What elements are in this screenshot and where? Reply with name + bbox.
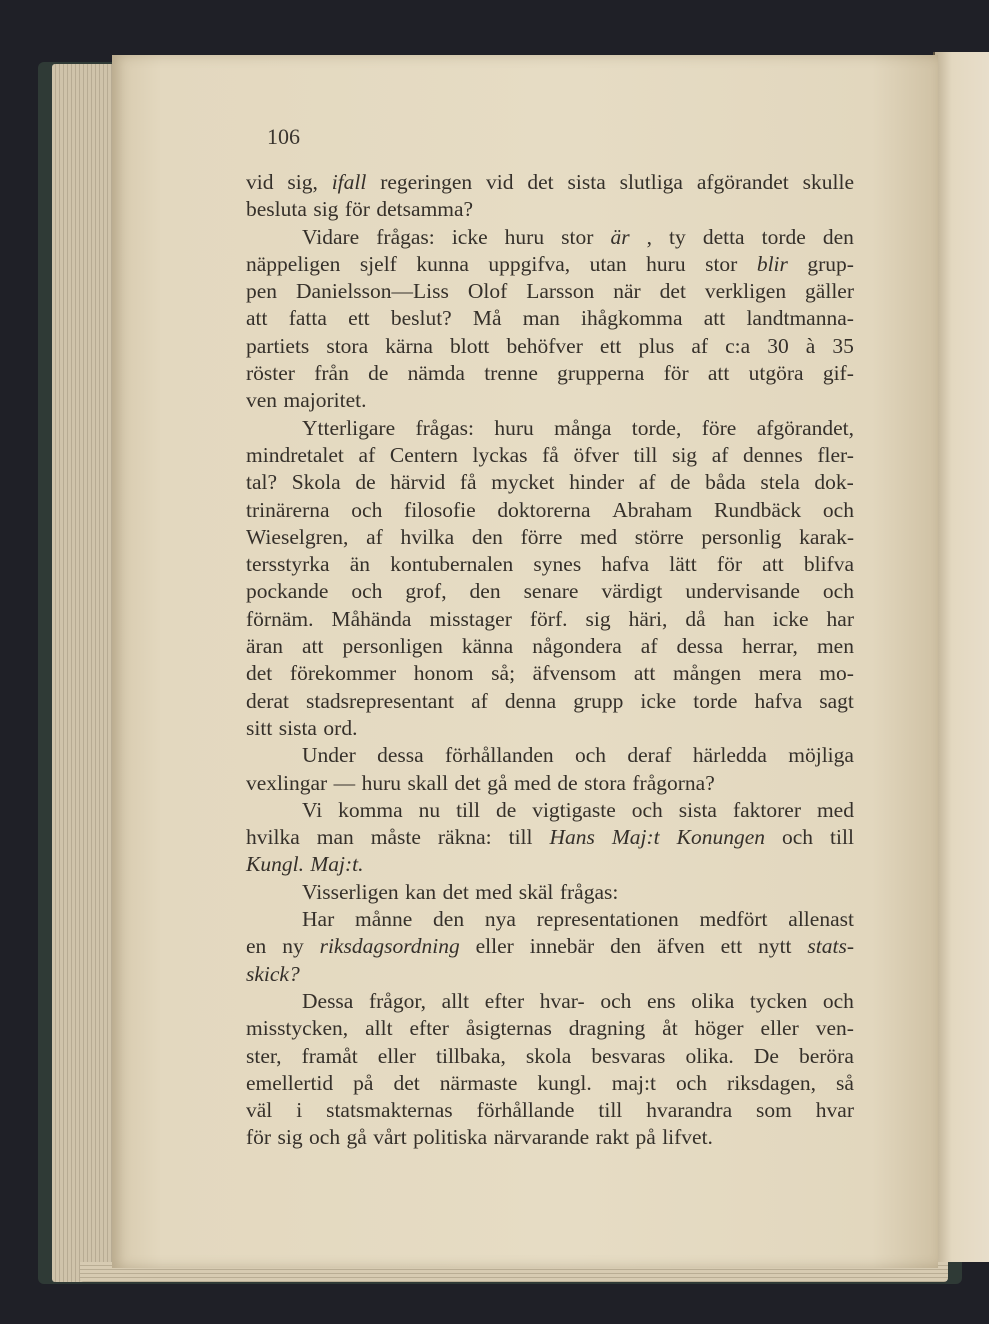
- text-line: näppeligen sjelf kunna uppgifva, utan huru stor blir grup-: [246, 251, 854, 276]
- text-line: förnäm. Måhända misstager förf. sig häri, då han icke har: [246, 606, 854, 631]
- text-line: sitt sista ord.: [246, 715, 358, 740]
- text-line: tersstyrka än kontubernalen synes hafva lätt för att blifva: [246, 552, 854, 577]
- text-line: tal? Skola de härvid få mycket hinder af de båda stela dok-: [246, 470, 854, 495]
- text-line: Vidare frågas: icke huru stor är , ty detta torde den: [302, 224, 854, 249]
- text-line: ven majoritet.: [246, 388, 367, 413]
- text-line: emellertid på det närmaste kungl. maj:t och riksdagen, så: [246, 1070, 854, 1095]
- body-text: [246, 169, 854, 1152]
- text-line: Kungl. Maj:t.: [246, 852, 364, 877]
- text-line: pockande och grof, den senare värdigt undervisande och: [246, 579, 854, 604]
- text-line: en ny riksdagsordning eller innebär den äfven ett nytt stats-: [246, 934, 854, 959]
- text-line: ster, framåt eller tillbaka, skola besvaras olika. De beröra: [246, 1043, 854, 1068]
- text-line: vid sig, ifall regeringen vid det sista slutliga afgörandet skulle: [246, 170, 854, 194]
- facing-page: [933, 52, 989, 1262]
- text-line: att fatta ett beslut? Må man ihågkomma att landtmanna-: [246, 306, 854, 331]
- text-line: derat stadsrepresentant af denna grupp icke torde hafva sagt: [246, 688, 854, 713]
- text-line: Dessa frågor, allt efter hvar- och ens olika tycken och: [302, 988, 854, 1013]
- text-line: Har månne den nya representationen medfört allenast: [302, 907, 854, 932]
- text-line: pen Danielsson—Liss Olof Larsson när det verkligen gäller: [246, 279, 854, 304]
- text-line: för sig och gå vårt politiska närvarande rakt på lifvet.: [246, 1125, 713, 1150]
- text-line: röster från de nämda trenne grupperna för att utgöra gif-: [246, 361, 854, 386]
- text-line: Ytterligare frågas: huru många torde, före afgörandet,: [302, 415, 854, 440]
- page-number: 106: [267, 124, 300, 149]
- text-line: besluta sig för detsamma?: [246, 197, 474, 222]
- text-line: det förekommer honom så; äfvensom att mången mera mo-: [246, 661, 854, 686]
- text-line: vexlingar — huru skall det gå med de stora frågorna?: [246, 770, 715, 795]
- text-line: äran att personligen känna någondera af dessa herrar, men: [246, 634, 854, 659]
- text-line: Visserligen kan det med skäl frågas:: [302, 879, 619, 904]
- text-line: partiets stora kärna blott behöfver ett plus af c:a 30 à 35: [246, 333, 854, 358]
- text-line: skick?: [246, 961, 300, 986]
- text-line: Wieselgren, af hvilka den förre med större personlig karak-: [246, 524, 854, 549]
- text-line: misstycken, allt efter åsigternas dragning åt höger eller ven-: [246, 1016, 854, 1041]
- text-line: väl i statsmakternas förhållande till hvarandra som hvar: [246, 1098, 854, 1123]
- text-line: Vi komma nu till de vigtigaste och sista faktorer med: [302, 797, 854, 822]
- text-line: trinärerna och filosofie doktorerna Abraham Rundbäck och: [246, 497, 854, 522]
- text-line: mindretalet af Centern lyckas få öfver till sig af dennes fler-: [246, 442, 854, 467]
- text-line: Under dessa förhållanden och deraf härledda möjliga: [302, 743, 854, 768]
- text-line: hvilka man måste räkna: till Hans Maj:t Konungen och till: [246, 825, 854, 850]
